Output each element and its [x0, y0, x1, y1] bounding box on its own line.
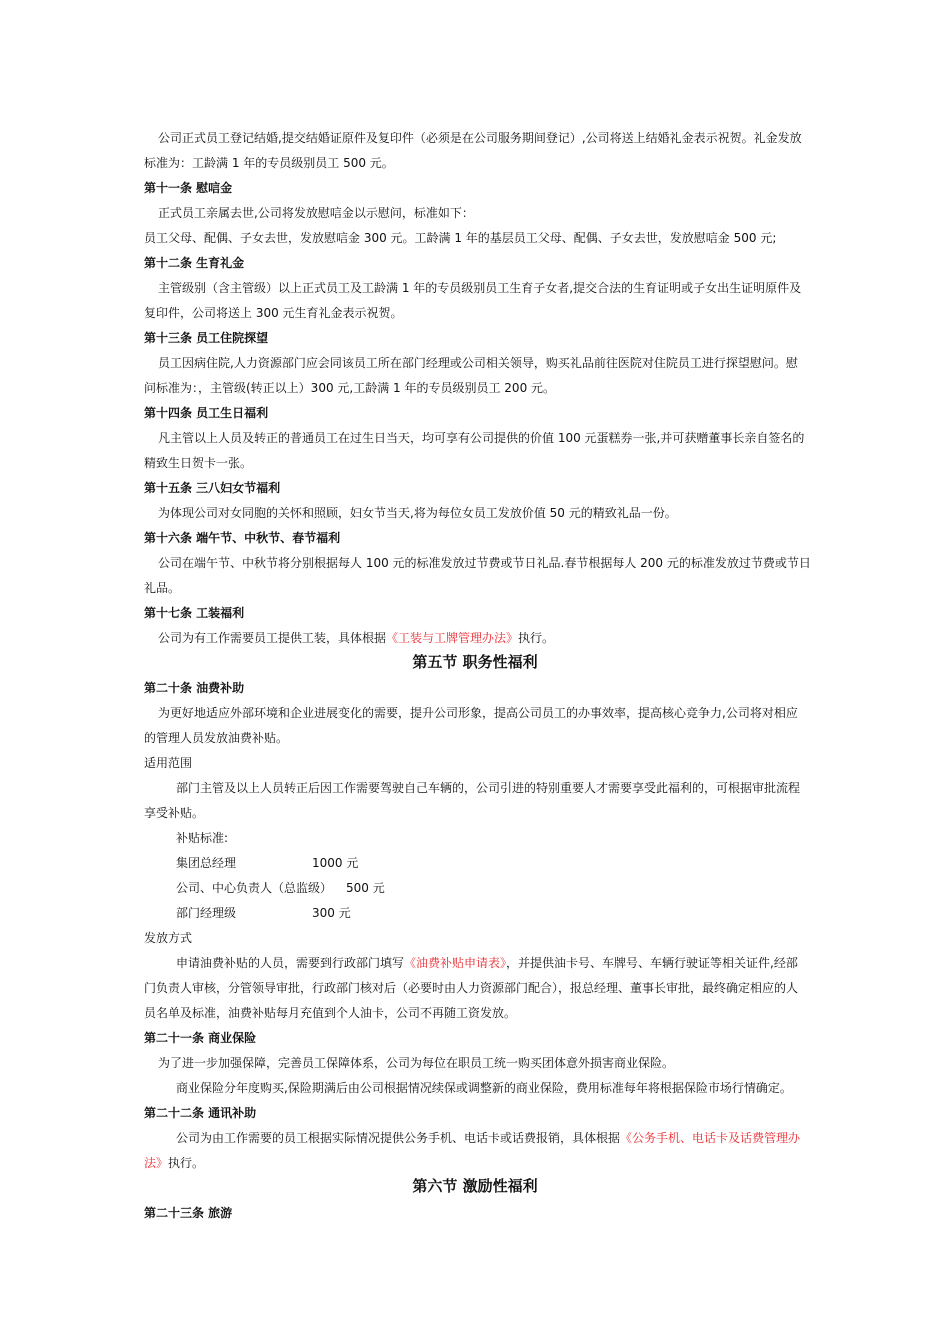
paragraph-line: 主管级别（含主管级）以上正式员工及工龄满 1 年的专员级别员工生育子女者,提交合法的生育证明或子女出生证明原件及 — [158, 281, 802, 295]
article-heading: 第十七条 工装福利 — [144, 606, 245, 620]
paragraph-line: 凡主管以上人员及转正的普通员工在过生日当天，均可享有公司提供的价值 100 元蛋糕券一张,并可获赠董事长亲自签名的 — [158, 431, 805, 445]
paragraph-line: 标准为：工龄满 1 年的专员级别员工 500 元。 — [144, 156, 394, 170]
paragraph-line: 公司在端午节、中秋节将分别根据每人 100 元的标准发放过节费或节日礼品.春节根据每人 200 元的标准发放过节费或节日 — [158, 556, 811, 570]
allowance-level: 公司、中心负责人（总监级） — [176, 881, 333, 895]
paragraph-line: 为体现公司对女同胞的关怀和照顾，妇女节当天,将为每位女员工发放价值 50 元的精致礼品一份。 — [158, 506, 677, 520]
allowance-row — [176, 905, 476, 921]
paragraph-line: 商业保险分年度购买,保险期满后由公司根据情况续保或调整新的商业保险，费用标准每年将根据保险市场行情确定。 — [176, 1081, 792, 1095]
text-span: 申请油费补贴的人员，需要到行政部门填写 — [176, 956, 405, 970]
text-span: 执行。 — [168, 1156, 205, 1170]
section-title: 第六节 激励性福利 — [412, 1177, 538, 1195]
article-heading: 第二十条 油费补助 — [144, 681, 245, 695]
paragraph-line: 为更好地适应外部环境和企业进展变化的需要，提升公司形象，提高公司员工的办事效率，提高核心竞争力,公司将对相应 — [158, 706, 798, 720]
article-heading: 第十二条 生育礼金 — [144, 256, 245, 270]
article-heading: 第十三条 员工住院探望 — [144, 331, 269, 345]
paragraph-line: 问标准为：，主管级(转正以上）300 元,工龄满 1 年的专员级别员工 200 元。 — [144, 381, 556, 395]
paragraph-line: 为了进一步加强保障，完善员工保障体系，公司为每位在职员工统一购买团体意外损害商业保险。 — [158, 1056, 675, 1070]
paragraph-line: 员工父母、配偶、子女去世，发放慰唁金 300 元。工龄满 1 年的基层员工父母、配偶、子女去世，发放慰唁金 500 元; — [144, 231, 777, 245]
allowance-row — [176, 855, 476, 871]
paragraph-line: 享受补贴。 — [144, 806, 205, 820]
article-heading: 第十六条 端午节、中秋节、春节福利 — [144, 531, 341, 545]
allowance-row — [176, 880, 476, 896]
allowance-level: 部门经理级 — [176, 906, 237, 920]
regulation-link[interactable]: 《公务手机、电话卡及话费管理办 — [620, 1131, 801, 1145]
paragraph-line — [158, 630, 554, 646]
subheading: 补贴标准: — [176, 831, 229, 845]
text-span: 执行。 — [518, 631, 555, 645]
paragraph-line: 的管理人员发放油费补贴。 — [144, 731, 289, 745]
paragraph-line: 礼品。 — [144, 581, 181, 595]
article-heading: 第二十一条 商业保险 — [144, 1031, 257, 1045]
paragraph-line: 精致生日贺卡一张。 — [144, 456, 253, 470]
allowance-amount: 300 元 — [312, 906, 351, 920]
paragraph-line — [144, 1155, 204, 1171]
paragraph-line: 正式员工亲属去世,公司将发放慰唁金以示慰问，标准如下： — [158, 206, 474, 220]
subheading: 发放方式 — [144, 931, 193, 945]
text-span: ，并提供油卡号、车牌号、车辆行驶证等相关证件,经部 — [506, 956, 798, 970]
article-heading: 第二十三条 旅游 — [144, 1206, 233, 1220]
paragraph-line: 公司正式员工登记结婚,提交结婚证原件及复印件（必须是在公司服务期间登记）,公司将送上结婚礼金表示祝贺。礼金发放 — [158, 131, 802, 145]
allowance-amount: 1000 元 — [312, 856, 359, 870]
paragraph-line: 员工因病住院,人力资源部门应会同该员工所在部门经理或公司相关领导，购买礼品前往医院对住院员工进行探望慰问。慰 — [158, 356, 798, 370]
paragraph-line — [176, 1130, 800, 1146]
text-span: 公司为有工作需要员工提供工装，具体根据 — [158, 631, 387, 645]
regulation-link[interactable]: 《工装与工牌管理办法》 — [386, 631, 519, 645]
subheading: 适用范围 — [144, 756, 193, 770]
article-heading: 第十一条 慰唁金 — [144, 181, 233, 195]
section-title: 第五节 职务性福利 — [412, 653, 538, 671]
text-span: 公司为由工作需要的员工根据实际情况提供公务手机、电话卡或话费报销，具体根据 — [176, 1131, 621, 1145]
regulation-link[interactable]: 法》 — [144, 1156, 169, 1170]
article-heading: 第十四条 员工生日福利 — [144, 406, 269, 420]
paragraph-line: 门负责人审核，分管领导审批，行政部门核对后（必要时由人力资源部门配合），报总经理、董事长审批，最终确定相应的人 — [144, 981, 799, 995]
paragraph-line: 员名单及标准，油费补贴每月充值到个人油卡，公司不再随工资发放。 — [144, 1006, 517, 1020]
article-heading: 第十五条 三八妇女节福利 — [144, 481, 281, 495]
allowance-level: 集团总经理 — [176, 856, 237, 870]
article-heading: 第二十二条 通讯补助 — [144, 1106, 257, 1120]
paragraph-line: 部门主管及以上人员转正后因工作需要驾驶自己车辆的，公司引进的特别重要人才需要享受此福利的，可根据审批流程 — [176, 781, 801, 795]
allowance-amount: 500 元 — [346, 881, 385, 895]
paragraph-line: 复印件，公司将送上 300 元生育礼金表示祝贺。 — [144, 306, 403, 320]
form-link[interactable]: 《油费补贴申请表》 — [404, 956, 507, 970]
paragraph-line — [176, 955, 798, 971]
